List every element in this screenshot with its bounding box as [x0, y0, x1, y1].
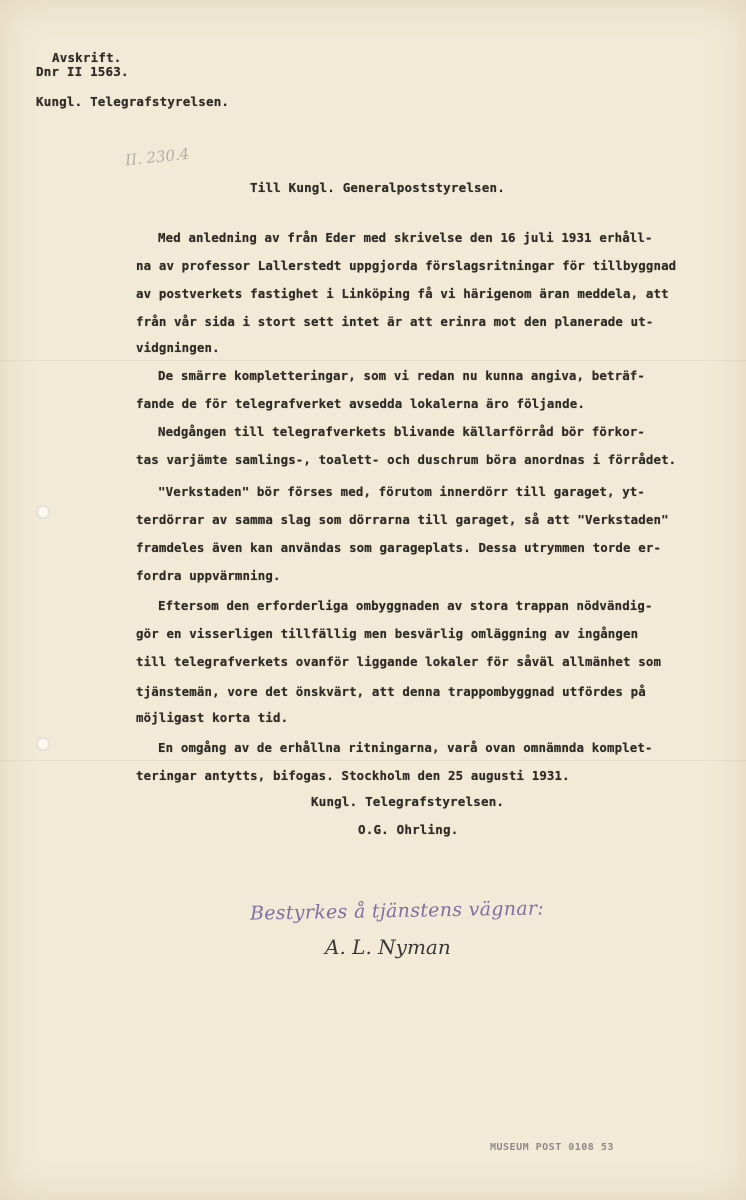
addressee: Till Kungl. Generalpoststyrelsen. [250, 180, 505, 195]
letter-line: fande de för telegrafverket avsedda lokalerna äro följande. [136, 396, 585, 411]
closing-name: O.G. Ohrling. [358, 822, 459, 837]
letter-line: En omgång av de erhållna ritningarna, varå ovan omnämnda komplet- [158, 740, 653, 755]
letter-line: fordra uppvärmning. [136, 568, 281, 583]
certification-stamp: Bestyrkes å tjänstens vägnar: [249, 897, 545, 925]
letter-line: "Verkstaden" bör förses med, förutom innerdörr till garaget, yt- [158, 484, 646, 499]
letter-line: av postverkets fastighet i Linköping få vi härigenom äran meddela, att [136, 286, 669, 301]
letter-line: teringar antytts, bifogas. Stockholm den 25 augusti 1931. [136, 768, 570, 783]
punch-hole [36, 505, 50, 519]
letter-line: tas varjämte samlings-, toalett- och duschrum böra anordnas i förrådet. [136, 452, 677, 467]
pencil-note: II. 230.4 [124, 144, 191, 170]
letter-line: till telegrafverkets ovanför liggande lokaler för såväl allmänhet som [136, 654, 662, 669]
paper-crease [0, 760, 746, 761]
paper-crease [0, 360, 746, 361]
letter-line: Med anledning av från Eder med skrivelse den 16 juli 1931 erhåll- [158, 230, 653, 245]
header-avskrift: Avskrift. [52, 50, 122, 65]
letter-line: vidgningen. [136, 340, 220, 355]
punch-hole [36, 737, 50, 751]
letter-line: De smärre kompletteringar, som vi redan nu kunna angiva, beträf- [158, 368, 646, 383]
header-sender: Kungl. Telegrafstyrelsen. [36, 94, 230, 109]
letter-line: na av professor Lallerstedt uppgjorda förslagsritningar för tillbyggnad [136, 258, 677, 273]
letter-line: framdeles även kan användas som garageplats. Dessa utrymmen torde er- [136, 540, 662, 555]
letter-line: från vår sida i stort sett intet är att erinra mot den planerade ut- [136, 314, 654, 329]
letter-line: Nedgången till telegrafverkets blivande källarförråd bör förkor- [158, 424, 646, 439]
closing-org: Kungl. Telegrafstyrelsen. [311, 794, 505, 809]
header-dnr: Dnr II 1563. [36, 64, 129, 79]
letter-line: Eftersom den erforderliga ombyggnaden av stora trappan nödvändig- [158, 598, 653, 613]
archive-mark: MUSEUM POST 0108 53 [490, 1142, 614, 1153]
letter-line: gör en visserligen tillfällig men besvärlig omläggning av ingången [136, 626, 639, 641]
letter-line: terdörrar av samma slag som dörrarna till garaget, så att "Verkstaden" [136, 512, 669, 527]
signature: A. L. Nyman [325, 935, 451, 959]
letter-line: möjligast korta tid. [136, 710, 289, 725]
letter-line: tjänstemän, vore det önskvärt, att denna trappombyggnad utfördes på [136, 684, 646, 699]
